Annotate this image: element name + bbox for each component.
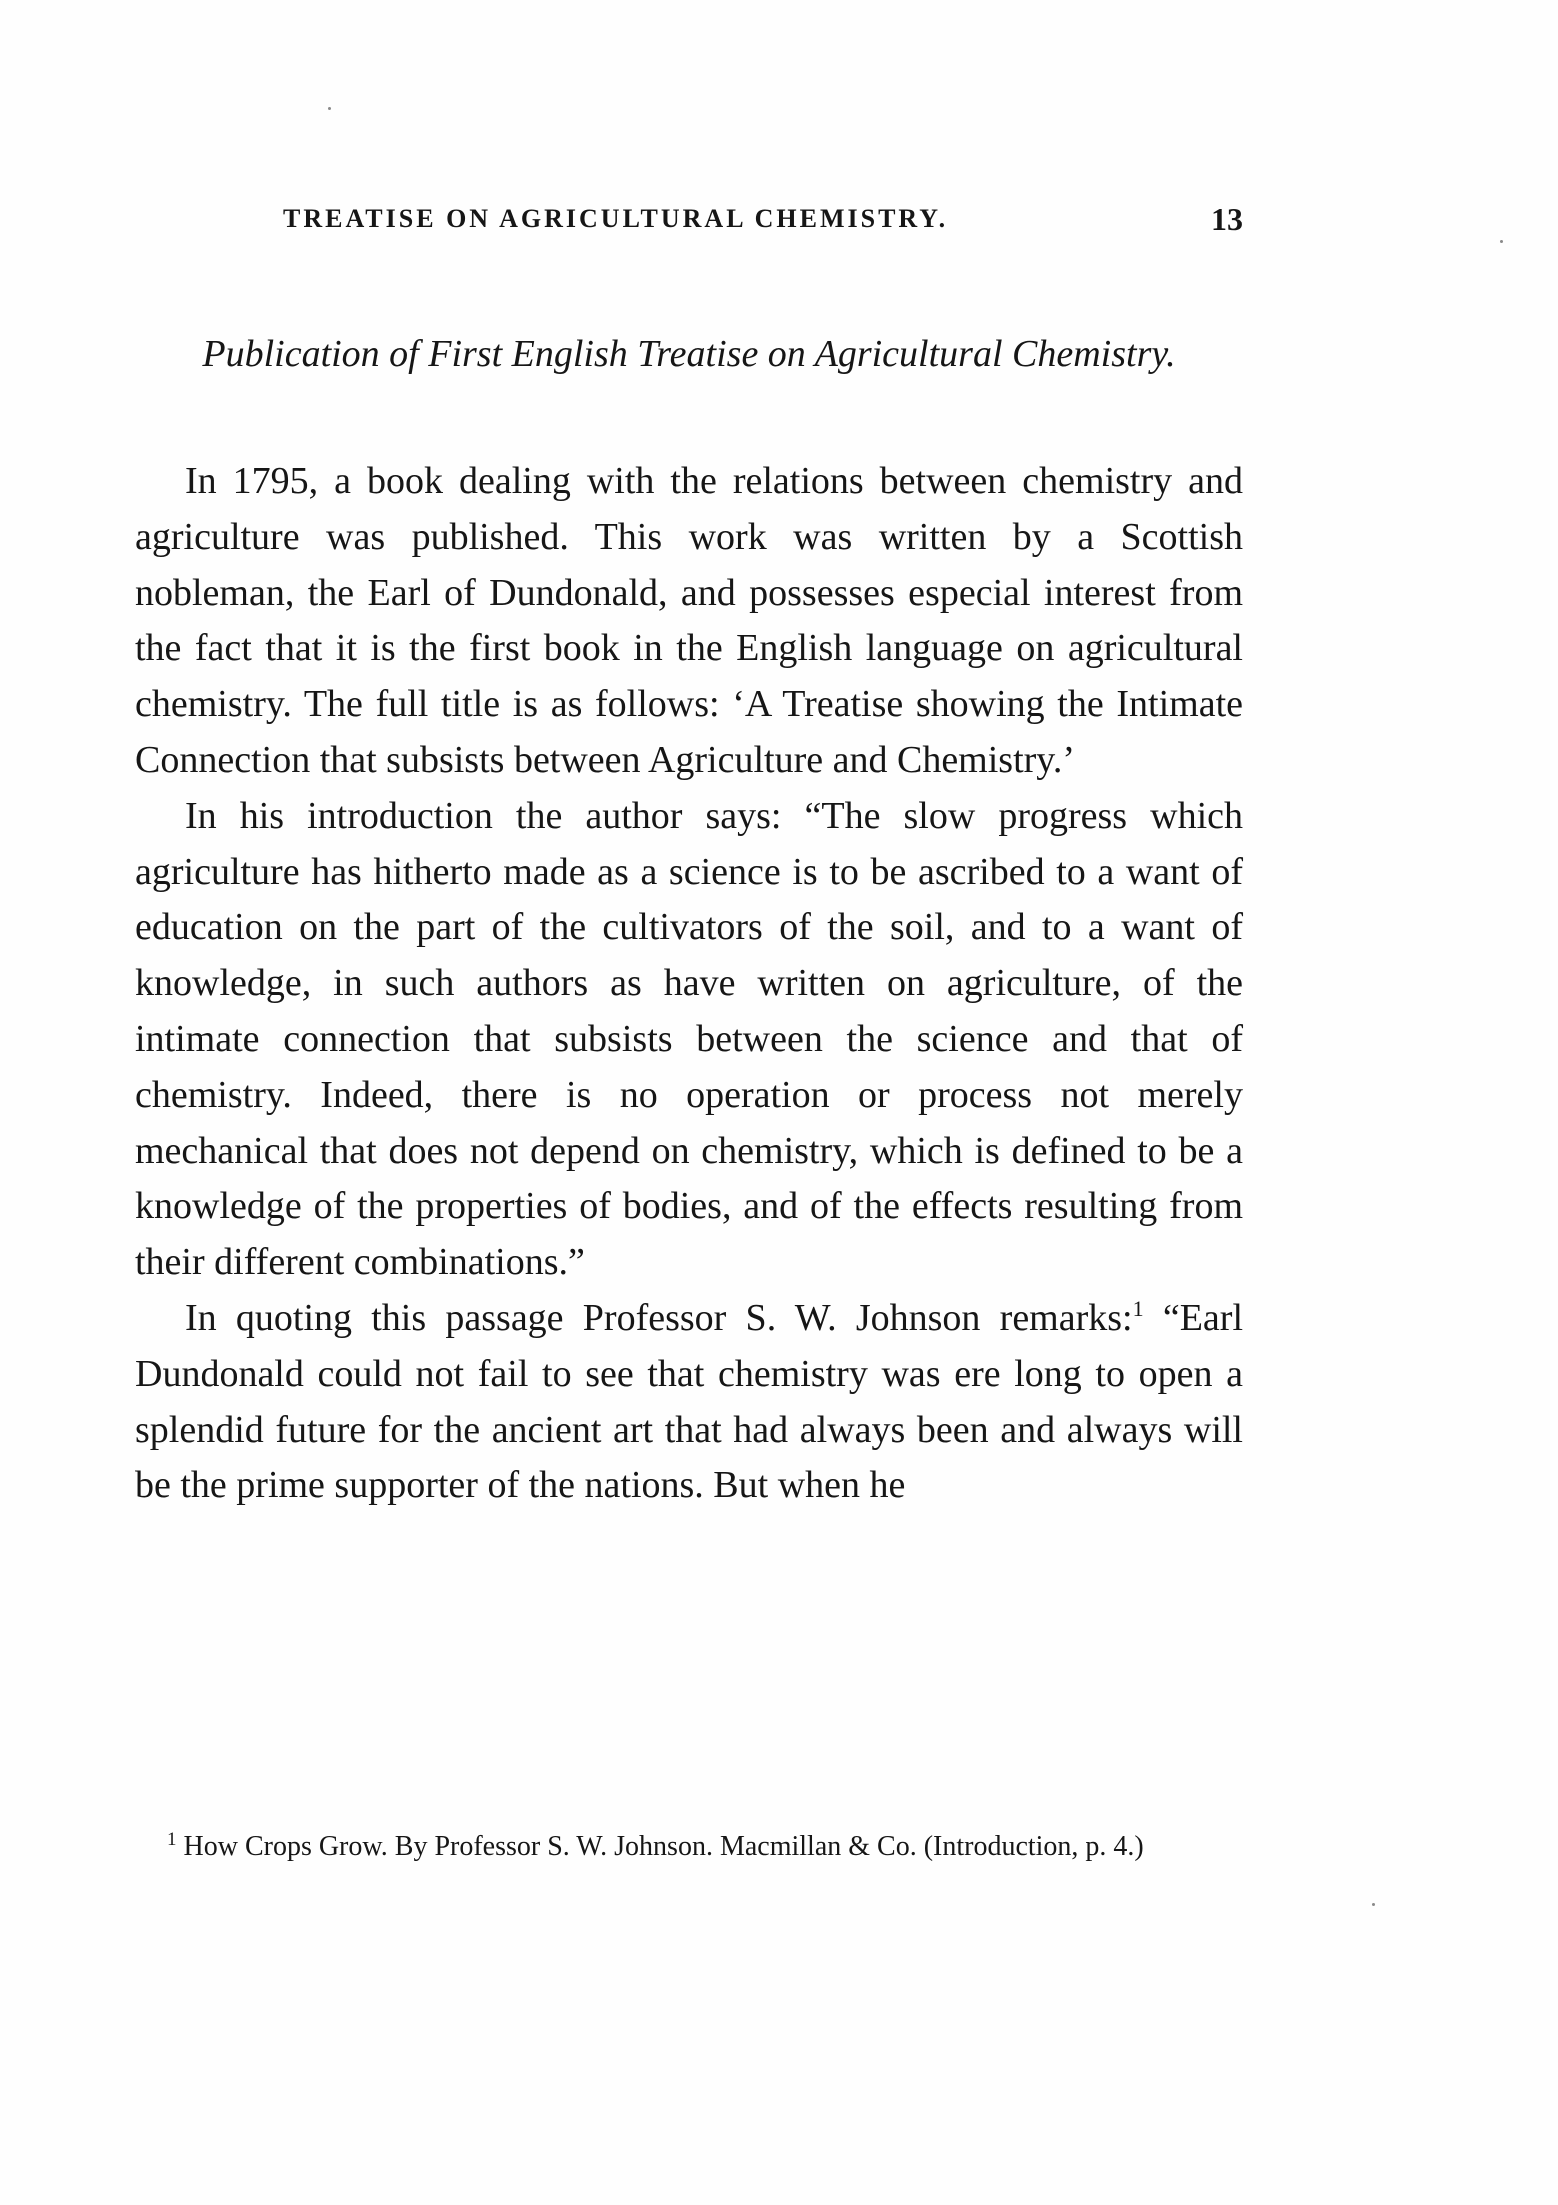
- paragraph-3-lead: In quoting this passage Professor S. W. Johnson remarks:: [185, 1296, 1133, 1339]
- footnote-number: 1: [167, 1829, 177, 1850]
- body-text: [135, 454, 1243, 1514]
- footnotes: [135, 1826, 1243, 1867]
- paper-speck: [1500, 240, 1503, 243]
- paragraph-3-continuation: “Earl Dundonald could not fail to see that chemistry was ere long to open a splendid future for the ancient art that had always been and always will be the prime supporter of the nations. But when he: [135, 1296, 1243, 1507]
- footnote-text: How Crops Grow. By Professor S. W. Johnson. Macmillan & Co. (Introduction, p. 4.): [183, 1831, 1144, 1862]
- paper-speck: [328, 107, 331, 110]
- running-head: [135, 201, 1243, 244]
- footnote-reference-mark[interactable]: 1: [1132, 1295, 1144, 1321]
- paragraph-1: In 1795, a book dealing with the relations between chemistry and agriculture was published. This work was written by a Scottish nobleman, the Earl of Dundonald, and possesses especial interest from the fact that it is the first book in the English language on agricultural chemistry. The full title is as follows: ‘A Treatise showing the Intimate Connection that subsists between Agriculture and Chemistry.’: [135, 460, 1243, 781]
- footnote-1: [135, 1826, 1243, 1867]
- paragraph-3: [135, 1291, 1243, 1514]
- page-number: 13: [1211, 201, 1243, 237]
- paper-speck: [1372, 1903, 1375, 1906]
- paragraph-2: In his introduction the author says: “The slow progress which agriculture has hitherto made as a science is to be ascribed to a want of education on the part of the cultivators of the soil, and to a want of knowledge, in such authors as have written on agriculture, of the intimate connection that subsists between the science and that of chemistry. Indeed, there is no operation or process not merely mechanical that does not depend on chemistry, which is defined to be a knowledge of the properties of bodies, and of the effects resulting from their different combinations.”: [135, 794, 1243, 1284]
- running-title: TREATISE ON AGRICULTURAL CHEMISTRY.: [283, 204, 949, 233]
- section-heading: Publication of First English Treatise on Agricultural Chemistry.: [202, 333, 1176, 375]
